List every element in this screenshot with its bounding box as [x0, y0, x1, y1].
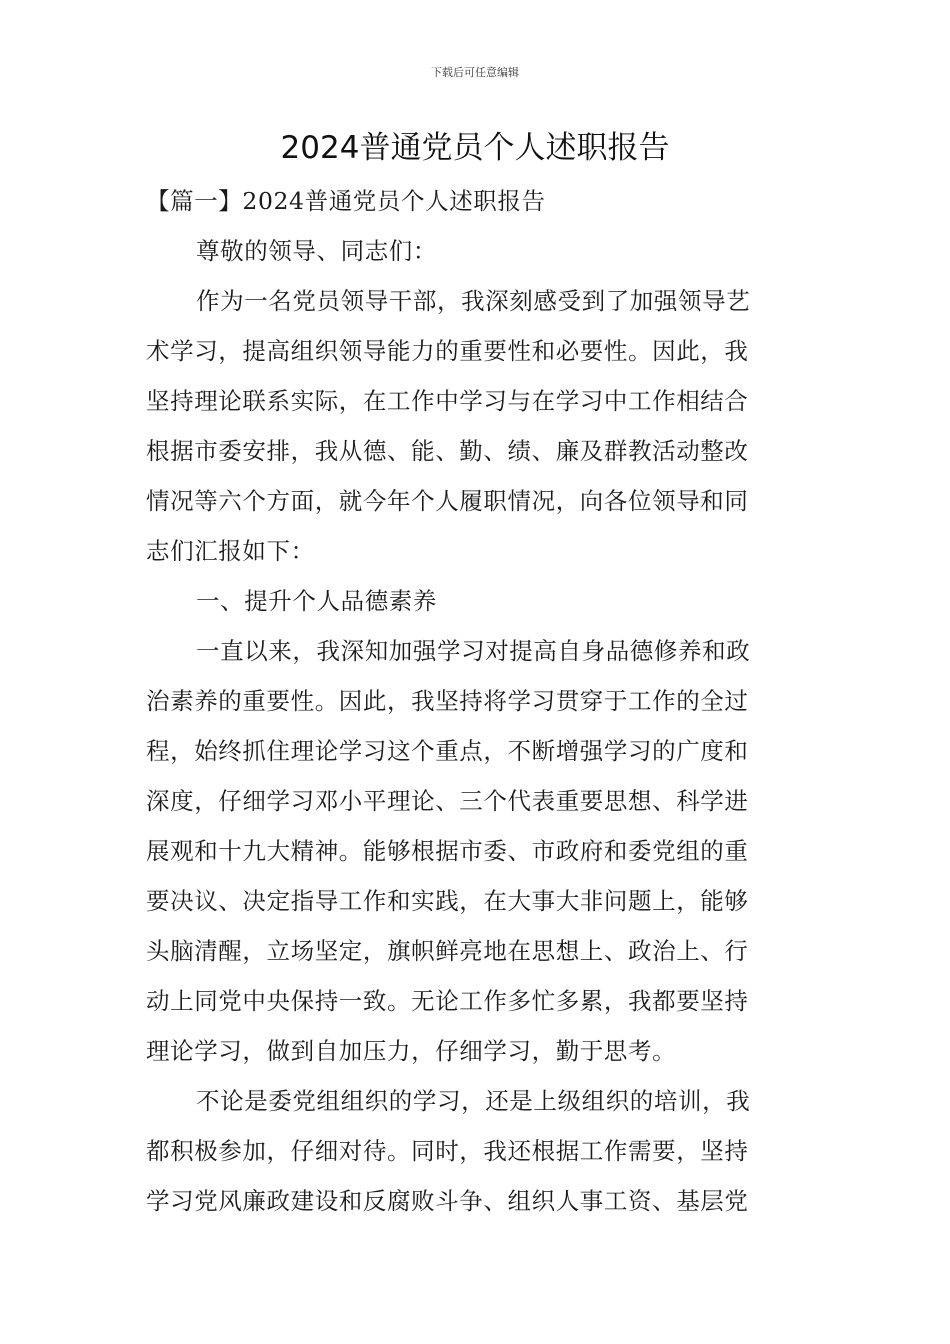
paragraph-line: 动上同党中央保持一致。无论工作多忙多累，我都要坚持 [146, 987, 749, 1015]
subsection-heading: 一、提升个人品德素养 [196, 587, 437, 615]
paragraph-line: 展观和十九大精神。能够根据市委、市政府和委党组的重 [146, 837, 749, 865]
paragraph-line: 一直以来，我深知加强学习对提高自身品德修养和政 [196, 637, 751, 665]
header-note: 下载后可任意编辑 [431, 66, 519, 79]
paragraph-line: 都积极参加，仔细对待。同时，我还根据工作需要，坚持 [146, 1137, 749, 1165]
paragraph-line: 深度，仔细学习邓小平理论、三个代表重要思想、科学进 [146, 787, 749, 815]
paragraph-line: 作为一名党员领导干部，我深刻感受到了加强领导艺 [196, 287, 751, 315]
paragraph-line: 坚持理论联系实际，在工作中学习与在学习中工作相结合 [146, 387, 749, 415]
paragraph-line: 情况等六个方面，就今年个人履职情况，向各位领导和同 [146, 487, 749, 515]
section-heading: 【篇一】2024普通党员个人述职报告 [146, 187, 546, 215]
paragraph-line: 不论是委党组组织的学习，还是上级组织的培训，我 [196, 1087, 751, 1115]
paragraph-1 [146, 276, 806, 576]
document-title: 2024普通党员个人述职报告 [280, 130, 670, 166]
paragraph-line: 根据市委安排，我从德、能、勤、绩、廉及群教活动整改 [146, 437, 749, 465]
paragraph-2 [146, 626, 806, 1076]
salutation: 尊敬的领导、同志们： [196, 237, 437, 265]
paragraph-line: 术学习，提高组织领导能力的重要性和必要性。因此，我 [146, 337, 749, 365]
paragraph-3 [146, 1076, 806, 1226]
paragraph-line: 志们汇报如下： [146, 537, 315, 565]
paragraph-line: 理论学习，做到自加压力，仔细学习，勤于思考。 [146, 1037, 677, 1065]
paragraph-line: 程，始终抓住理论学习这个重点，不断增强学习的广度和 [146, 737, 749, 765]
paragraph-line: 头脑清醒，立场坚定，旗帜鲜亮地在思想上、政治上、行 [146, 937, 749, 965]
paragraph-line: 学习党风廉政建设和反腐败斗争、组织人事工资、基层党 [146, 1187, 749, 1215]
document-body [146, 176, 806, 1226]
paragraph-line: 治素养的重要性。因此，我坚持将学习贯穿于工作的全过 [146, 687, 749, 715]
paragraph-line: 要决议、决定指导工作和实践，在大事大非问题上，能够 [146, 887, 749, 915]
